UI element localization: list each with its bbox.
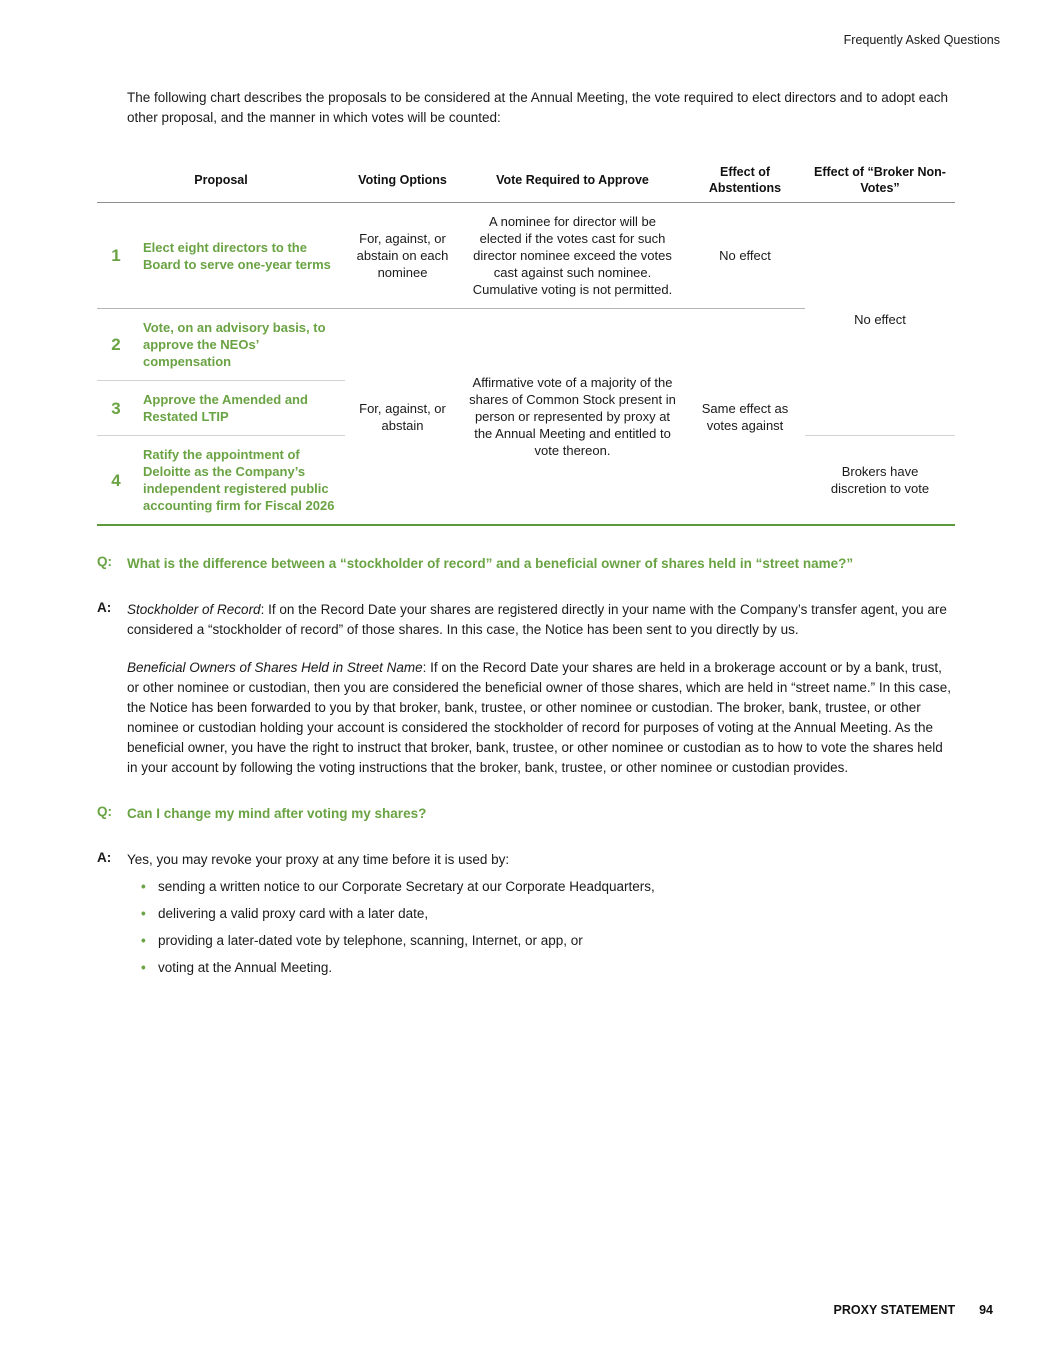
revoke-options-list	[127, 877, 955, 978]
intro-paragraph: The following chart describes the proposals to be considered at the Annual Meeting, the vote required to elect directors and to adopt each other proposal, and the manner in which votes will be counted:	[127, 90, 949, 125]
bullet-icon: •	[141, 960, 146, 975]
q-label: Q:	[97, 554, 112, 569]
question-text: What is the difference between a “stockholder of record” and a beneficial owner of shares held in “street name?”	[127, 556, 854, 571]
footer-label: PROXY STATEMENT	[833, 1303, 956, 1317]
answer-text: : If on the Record Date your shares are held in a brokerage account or by a bank, trust, or other nominee or custodian, then you are considered the beneficial owner of those shares, which are held in “street name.” In this case, the Notice has been forwarded to you by that broker, bank, trustee, or other nominee or custodian. The broker, bank, trustee, or other nominee or custodian holding your account is considered the stockholder of record for purposes of voting at the Annual Meeting. As the beneficial owner, you have the right to instruct that broker, bank, trustee, or other nominee or custodian as to how to vote the shares held in your account by following the voting instructions that the broker, bank, trustee, or other nominee or custodian provides.	[127, 660, 951, 775]
table-header-row	[97, 158, 955, 203]
bullet-icon: •	[141, 933, 146, 948]
faq-question-2	[97, 804, 955, 824]
a-label: A:	[97, 850, 112, 865]
answer-paragraph	[127, 658, 955, 778]
faq-answer-1	[97, 600, 955, 778]
col-header-vote-required: Vote Required to Approve	[460, 158, 685, 203]
a-label: A:	[97, 600, 112, 615]
proposal-number: 3	[97, 381, 135, 436]
table-row	[97, 203, 955, 309]
col-header-proposal: Proposal	[97, 158, 345, 203]
col-header-voting-options: Voting Options	[345, 158, 460, 203]
col-header-broker-non-votes: Effect of “Broker Non-Votes”	[805, 158, 955, 203]
abstentions-cell: Same effect as votes against	[701, 400, 789, 433]
voting-options-cell: For, against, or abstain	[359, 400, 446, 433]
vote-required-cell: A nominee for director will be elected if the votes cast for such director nominee exceed the votes cast against such nominee. Cumulative voting is not permitted.	[460, 203, 685, 309]
list-item-text: providing a later-dated vote by telephone, scanning, Internet, or app, or	[158, 933, 583, 948]
answer-text: : If on the Record Date your shares are registered directly in your name with the Company’s transfer agent, you are considered a “stockholder of record” of those shares. In this case, the Notice has been sent to you directly by us.	[127, 602, 947, 637]
footer-page-number: 94	[979, 1303, 993, 1317]
proposal-title: Elect eight directors to the Board to serve one-year terms	[135, 203, 345, 309]
faq-question-1	[97, 554, 955, 574]
answer-paragraph	[127, 600, 955, 640]
proposals-table	[97, 158, 955, 526]
bullet-icon: •	[141, 879, 146, 894]
broker-non-votes-cell: Brokers have discretion to vote	[830, 464, 930, 496]
list-item-text: delivering a valid proxy card with a later date,	[158, 906, 429, 921]
answer-lead-italic: Beneficial Owners of Shares Held in Street Name	[127, 660, 423, 675]
answer-lead-italic: Stockholder of Record	[127, 602, 261, 617]
list-item	[127, 931, 955, 951]
q-label: Q:	[97, 804, 112, 819]
running-header: Frequently Asked Questions	[843, 33, 1000, 47]
abstentions-cell: No effect	[685, 203, 805, 309]
proposal-number: 4	[111, 470, 121, 490]
faq-answer-2	[97, 850, 955, 978]
list-item	[127, 958, 955, 978]
answer-intro: Yes, you may revoke your proxy at any time before it is used by:	[127, 852, 510, 867]
proposal-title: Approve the Amended and Restated LTIP	[135, 381, 345, 436]
proposal-number: 2	[97, 309, 135, 381]
list-item-text: sending a written notice to our Corporate Secretary at our Corporate Headquarters,	[158, 879, 655, 894]
proposal-title: Ratify the appointment of Deloitte as the Company’s independent registered public accounting firm for Fiscal 2026	[143, 447, 335, 513]
voting-options-cell: For, against, or abstain on each nominee	[345, 203, 460, 309]
broker-non-votes-cell: No effect	[805, 203, 955, 436]
page-footer	[834, 1303, 993, 1317]
question-text: Can I change my mind after voting my shares?	[127, 806, 427, 821]
list-item	[127, 904, 955, 924]
bullet-icon: •	[141, 906, 146, 921]
proposal-number: 1	[97, 203, 135, 309]
col-header-abstentions: Effect of Abstentions	[685, 158, 805, 203]
proposal-title: Vote, on an advisory basis, to approve the NEOs’ compensation	[135, 309, 345, 381]
list-item-text: voting at the Annual Meeting.	[158, 960, 333, 975]
list-item	[127, 877, 955, 897]
vote-required-cell: Affirmative vote of a majority of the shares of Common Stock present in person or represented by proxy at the Annual Meeting and entitled to vote thereon.	[469, 375, 676, 458]
